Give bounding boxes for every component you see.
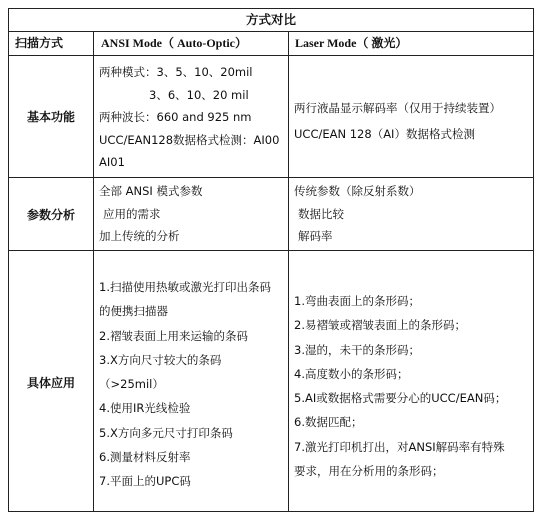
row-label-basic-functions: 基本功能 — [26, 110, 75, 124]
list-item: 6.数据匹配； — [294, 415, 363, 430]
list-item: 5.X方向多元尺寸打印条码 — [99, 425, 233, 440]
list-item: AI01 — [99, 155, 125, 169]
list-item: 3、6、10、20 mil — [149, 87, 249, 102]
list-item: 要求，用在分析用的条形码； — [294, 464, 444, 479]
list-item: 传统参数（除反射系数） — [294, 184, 421, 198]
list-item: （>25mil） — [99, 377, 164, 392]
list-item: 解码率 — [298, 229, 333, 243]
header-laser-mode: Laser Mode（ 激光） — [295, 36, 408, 50]
list-item: UCC/EAN128数据格式检测：AI00 — [99, 132, 280, 147]
list-item: 2.褶皱表面上用来运输的条码 — [99, 328, 248, 343]
list-item: 加上传统的分析 — [99, 229, 180, 243]
list-item: 4.高度数小的条形码； — [294, 366, 409, 381]
list-item: 数据比较 — [298, 206, 344, 221]
list-item: 3.X方向尺寸较大的条码 — [99, 352, 222, 367]
list-item: 1.扫描使用热敏或激光打印出条码 — [99, 280, 271, 294]
list-item: 应用的需求 — [103, 206, 161, 221]
table-title: 方式对比 — [245, 12, 296, 27]
laser-parameter-analysis — [289, 180, 534, 248]
list-item: 两行液晶显示解码率（仅用于持续装置） — [294, 101, 501, 115]
list-item: 5.AI或数据格式需要分心的UCC/EAN码； — [294, 391, 507, 406]
list-item: 2.易褶皱或褶皱表面上的条形码； — [294, 318, 466, 333]
list-item: 4.使用IR光线检验 — [99, 401, 191, 416]
ansi-parameter-analysis — [94, 180, 288, 248]
row-label-parameter-analysis: 参数分析 — [26, 207, 75, 222]
laser-specific-applications — [289, 289, 534, 483]
header-scan-mode: 扫描方式 — [15, 36, 64, 50]
ansi-specific-applications — [94, 275, 288, 494]
row-label-specific-applications: 具体应用 — [26, 375, 75, 390]
header-ansi-mode: ANSI Mode（ Auto-Optic） — [101, 36, 247, 50]
list-item: 7.激光打印机打出，对ANSI解码率有特殊 — [294, 439, 505, 454]
list-item: 两种波长：660 and 925 nm — [99, 110, 252, 124]
list-item: 7.平面上的UPC码 — [99, 474, 191, 489]
list-item: 6.测量材料反射率 — [99, 450, 191, 465]
list-item: 两种模式：3、5、10、20mil — [99, 65, 253, 79]
list-item: 的便携扫描器 — [99, 304, 168, 319]
laser-basic-functions — [289, 95, 534, 147]
comparison-table — [8, 8, 534, 512]
ansi-basic-functions — [94, 61, 288, 174]
list-item: UCC/EAN 128（AI）数据格式检测 — [294, 127, 475, 141]
list-item: 1.弯曲表面上的条形码； — [294, 294, 420, 308]
list-item: 3.湿的，未干的条形码； — [294, 342, 420, 357]
list-item: 全部 ANSI 模式参数 — [99, 184, 203, 198]
